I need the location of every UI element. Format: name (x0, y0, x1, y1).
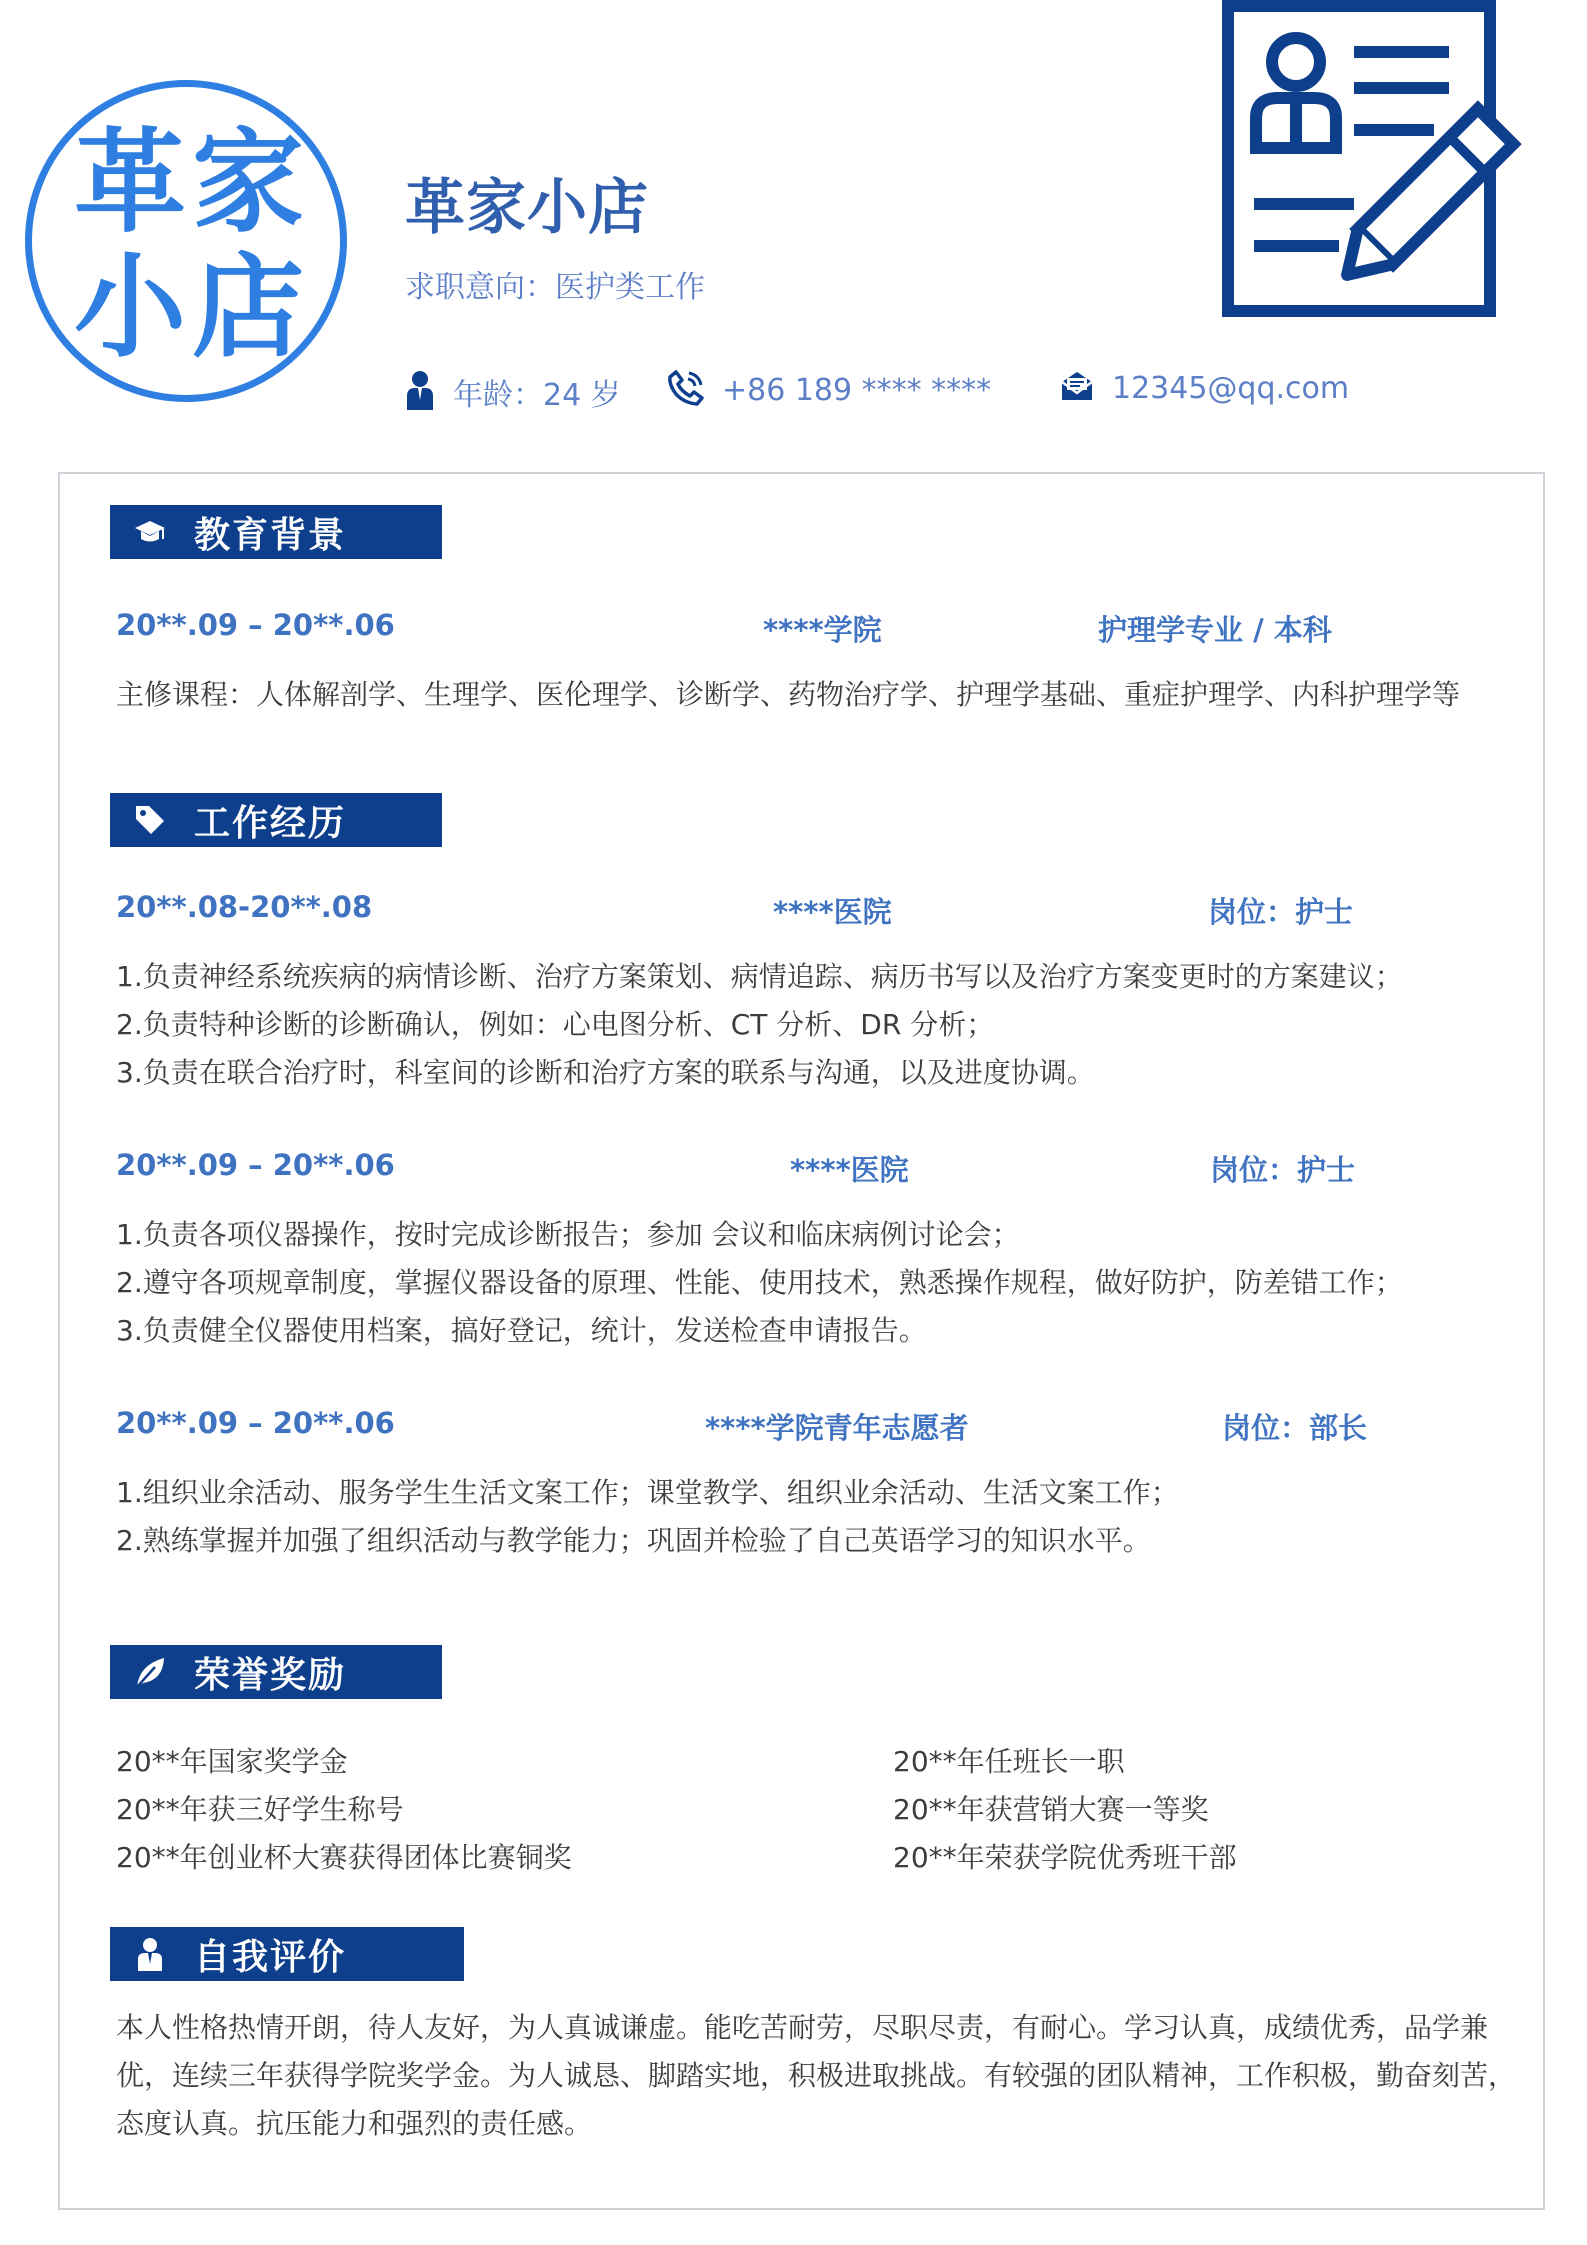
work-duty-line: 2.熟练掌握并加强了组织活动与教学能力；巩固并检验了自己英语学习的知识水平。 (116, 1524, 1151, 1557)
age-text: 年龄：24 岁 (453, 378, 621, 413)
work-duty-line: 2.遵守各项规章制度，掌握仪器设备的原理、性能、使用技术，熟悉操作规程，做好防护，防差错工作； (116, 1266, 1403, 1299)
work-role: 岗位：护士 (1210, 1153, 1356, 1187)
self-eval-line: 态度认真。抗压能力和强烈的责任感。 (116, 2107, 593, 2140)
email-text: 12345@qq.com (1112, 370, 1350, 406)
award-item: 20**年创业杯大赛获得团体比赛铜奖 (116, 1841, 572, 1874)
contact-phone (668, 370, 991, 410)
work-period: 20**.08-20**.08 (116, 890, 373, 924)
work-duty-line: 3.负责健全仪器使用档案，搞好登记，统计，发送检查申请报告。 (116, 1314, 927, 1347)
award-item: 20**年国家奖学金 (116, 1745, 348, 1778)
education-courses: 主修课程：人体解剖学、生理学、医伦理学、诊断学、药物治疗学、护理学基础、重症护理学、内科护理学等 (116, 678, 1461, 711)
section-title: 荣誉奖励 (194, 1654, 347, 1696)
mail-icon (1060, 370, 1094, 406)
contact-email (1060, 370, 1349, 406)
work-role: 岗位：护士 (1208, 895, 1354, 929)
logo-char: 革 (74, 117, 186, 248)
logo-stamp (25, 80, 347, 402)
work-duty-line: 1.负责神经系统疾病的病情诊断、治疗方案策划、病情追踪、病历书写以及治疗方案变更时的方案建议； (116, 960, 1403, 993)
section-title: 工作经历 (194, 802, 347, 844)
tag-icon (128, 803, 172, 837)
self-eval-line: 优，连续三年获得学院奖学金。为人诚恳、脚踏实地，积极进取挑战。有较强的团队精神，工作积极，勤奋刻苦， (116, 2059, 1517, 2092)
work-org: ****医院 (773, 895, 892, 929)
education-period: 20**.09 – 20**.06 (116, 608, 395, 642)
section-header-awards (110, 1645, 442, 1699)
logo-char: 店 (192, 242, 304, 373)
award-item: 20**年任班长一职 (893, 1745, 1125, 1778)
leaf-icon (128, 1655, 172, 1689)
section-header-work (110, 793, 442, 847)
work-period: 20**.09 – 20**.06 (116, 1148, 395, 1182)
person-icon (405, 370, 435, 414)
section-header-education (110, 505, 442, 559)
section-header-self-eval (110, 1927, 464, 1981)
graduation-cap-icon (128, 519, 172, 545)
work-period: 20**.09 – 20**.06 (116, 1406, 395, 1440)
job-intent: 求职意向：医护类工作 (405, 270, 705, 305)
candidate-name: 革家小店 (405, 173, 649, 243)
work-role: 岗位：部长 (1222, 1411, 1368, 1445)
section-title: 自我评价 (194, 1936, 347, 1978)
phone-text: +86 189 **** **** (722, 372, 992, 408)
logo-char: 小 (74, 242, 186, 373)
resume-form-icon (1222, 0, 1542, 322)
contact-age (405, 370, 621, 414)
section-title: 教育背景 (194, 514, 347, 556)
work-org: ****医院 (790, 1153, 909, 1187)
award-item: 20**年获营销大赛一等奖 (893, 1793, 1209, 1826)
work-duty-line: 1.负责各项仪器操作，按时完成诊断报告；参加 会议和临床病例讨论会； (116, 1218, 1020, 1251)
education-school: ****学院 (763, 613, 882, 647)
education-major: 护理学专业 / 本科 (1098, 613, 1332, 647)
work-duty-line: 1.组织业余活动、服务学生生活文案工作；课堂教学、组织业余活动、生活文案工作； (116, 1476, 1179, 1509)
work-org: ****学院青年志愿者 (705, 1411, 969, 1445)
work-duty-line: 3.负责在联合治疗时，科室间的诊断和治疗方案的联系与沟通，以及进度协调。 (116, 1056, 1095, 1089)
phone-icon (668, 370, 704, 410)
award-item: 20**年荣获学院优秀班干部 (893, 1841, 1237, 1874)
award-item: 20**年获三好学生称号 (116, 1793, 404, 1826)
self-eval-line: 本人性格热情开朗，待人友好，为人真诚谦虚。能吃苦耐劳，尽职尽责，有耐心。学习认真，成绩优秀，品学兼 (116, 2011, 1489, 2044)
person-icon (128, 1937, 172, 1971)
work-duty-line: 2.负责特种诊断的诊断确认，例如：心电图分析、CT 分析、DR 分析； (116, 1008, 995, 1041)
logo-char: 家 (192, 117, 304, 248)
